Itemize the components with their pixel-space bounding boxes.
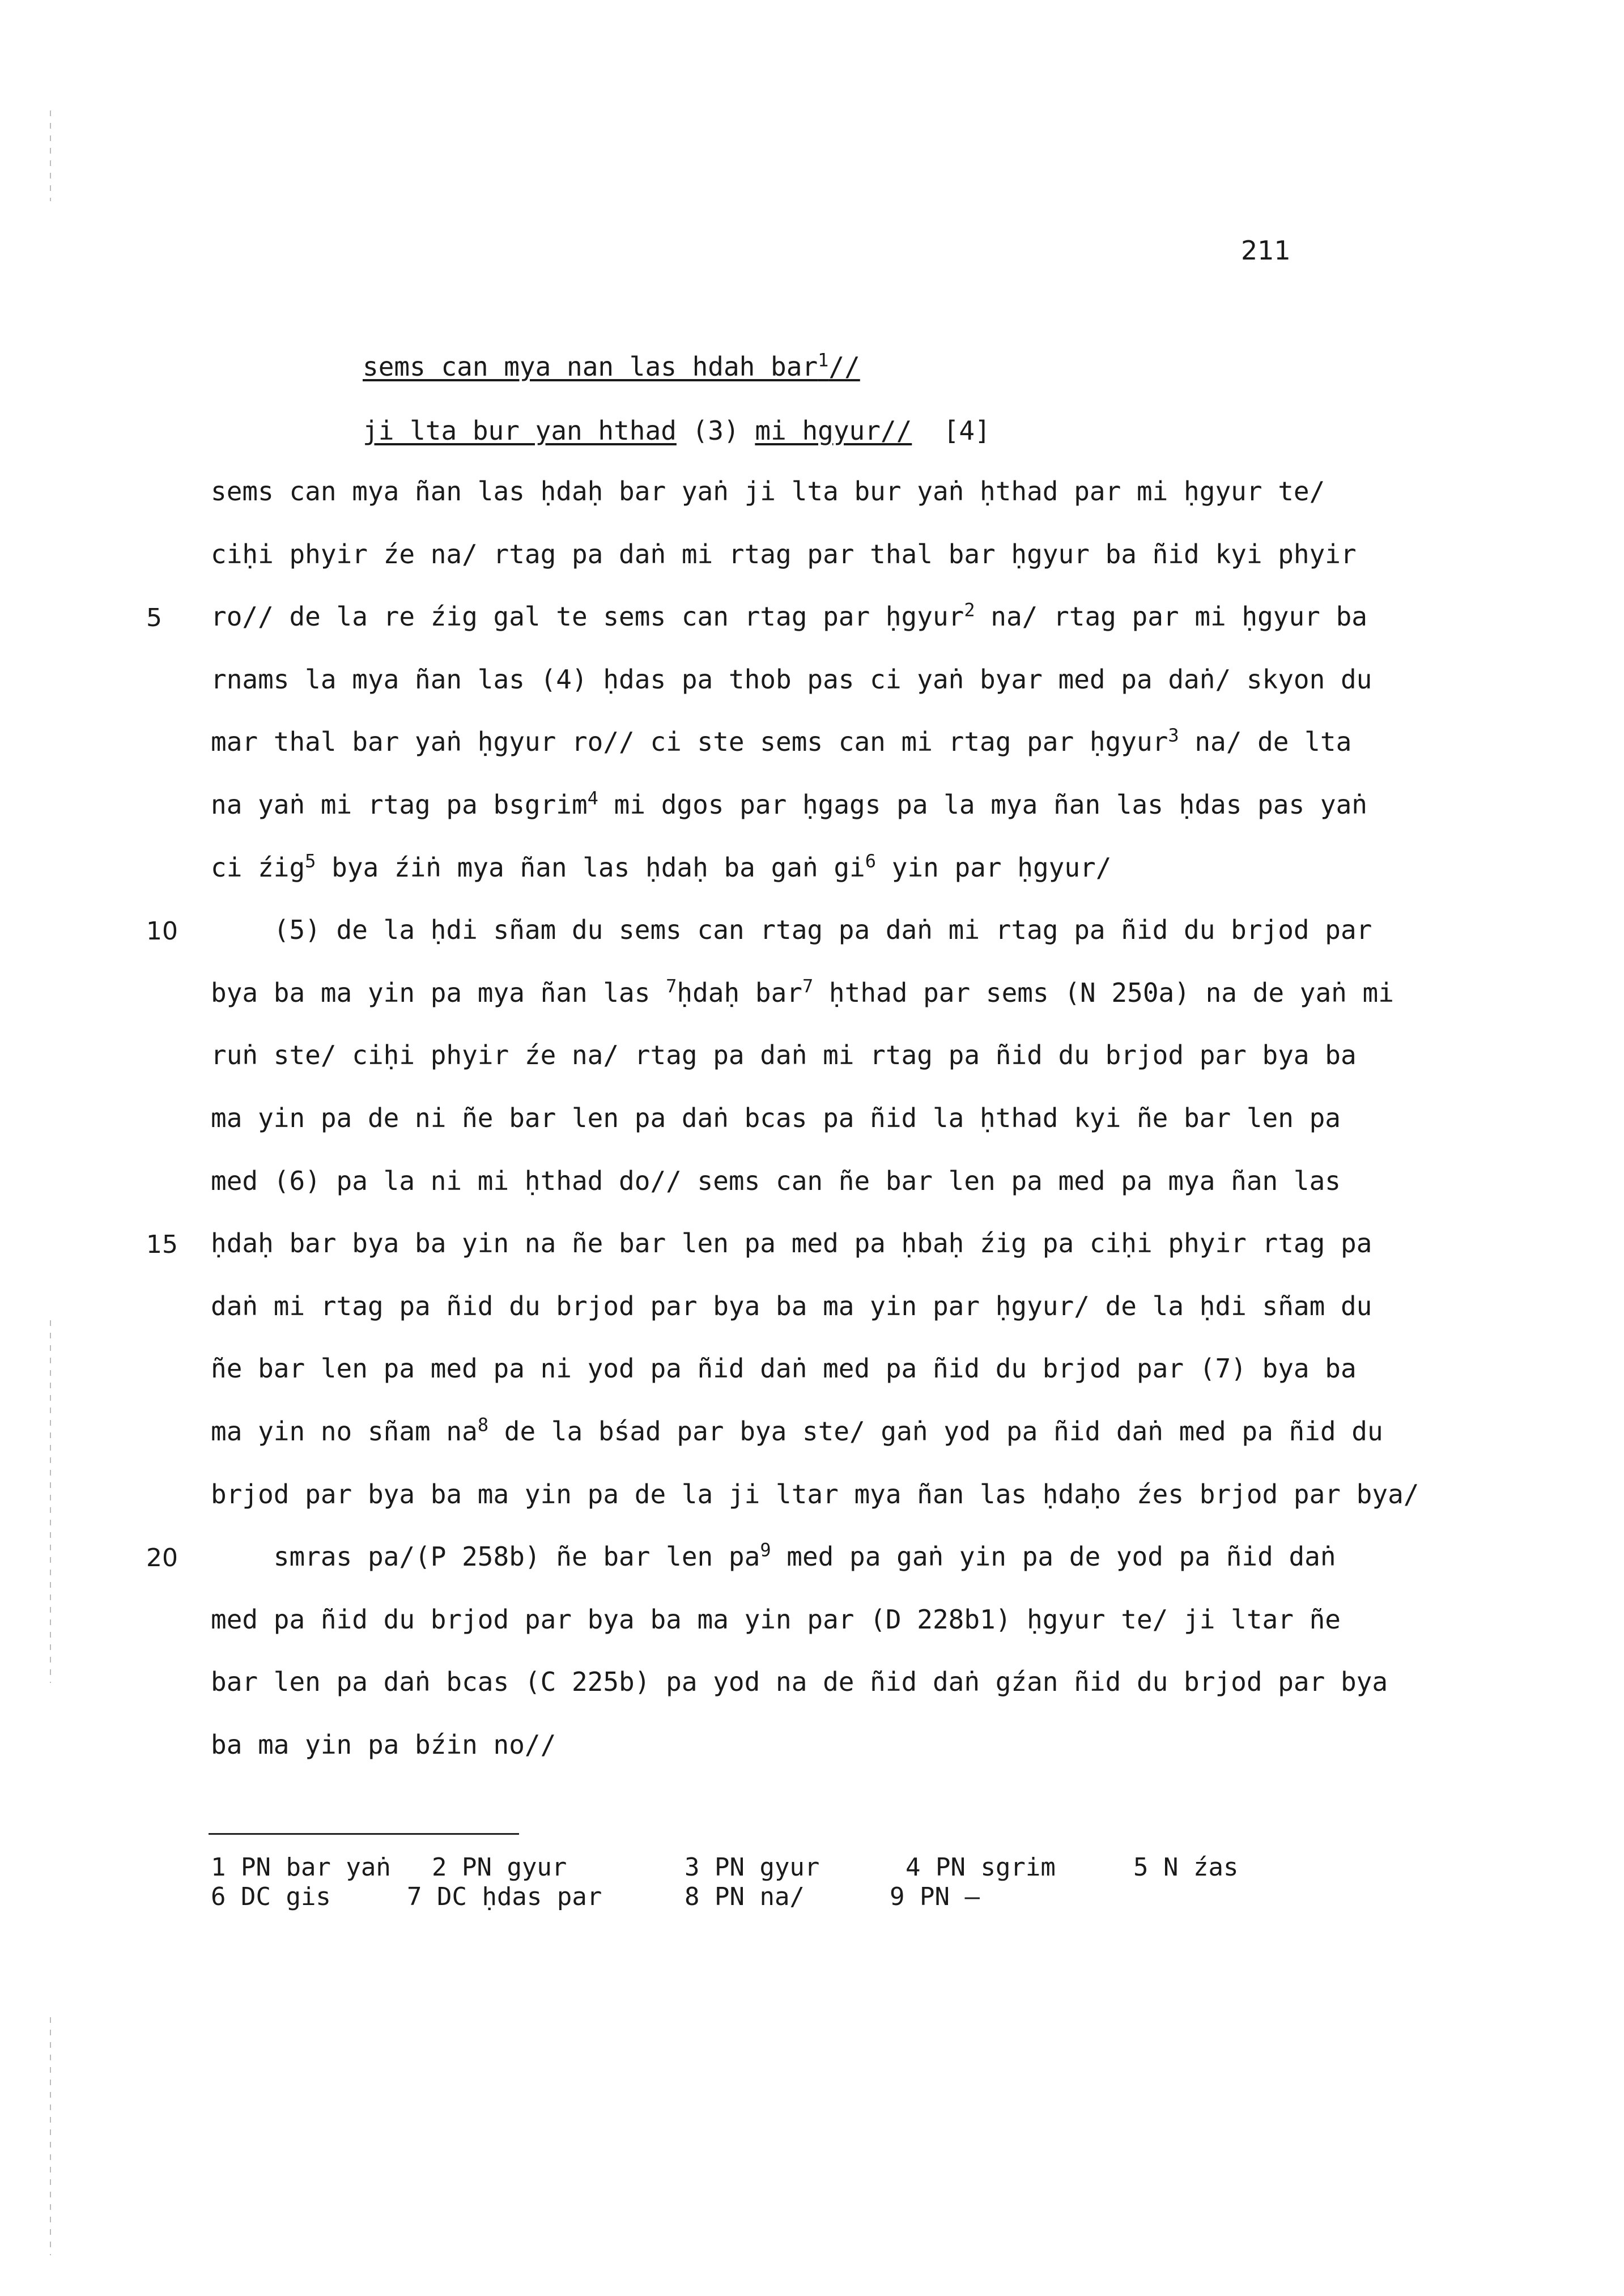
footnote-ref: 6 bbox=[865, 850, 877, 872]
text-segment: med pa gaṅ yin pa de yod pa ñid daṅ bbox=[771, 1541, 1336, 1572]
footnote-ref: 2 bbox=[964, 599, 975, 621]
text-line bbox=[211, 977, 1394, 1008]
text-segment: ḥdaḥ bar bbox=[677, 977, 802, 1008]
footnote-ref: 5 bbox=[305, 850, 316, 872]
footnote-ref: 1 bbox=[818, 349, 829, 371]
text-line bbox=[211, 1604, 1341, 1635]
text-line bbox=[211, 1479, 1419, 1510]
footnote: 1 PN bar yaṅ bbox=[211, 1853, 391, 1882]
verse-line-2: ji lta bur yan hthad (3) mi hgyur// [4] bbox=[363, 415, 990, 446]
margin-mark bbox=[50, 1320, 51, 1683]
line-number: 15 bbox=[146, 1230, 178, 1260]
footnote: 4 PN sgrim bbox=[905, 1853, 1056, 1882]
text-line bbox=[211, 601, 1367, 632]
line-number: 20 bbox=[146, 1544, 178, 1573]
text-segment: bya ba ma yin pa mya ñan las bbox=[211, 977, 666, 1008]
text-segment: ba ma yin pa bźin no// bbox=[211, 1729, 556, 1760]
line-number: 10 bbox=[146, 917, 178, 946]
text-segment: mi dgos par ḥgags pa la mya ñan las ḥdas pas yaṅ bbox=[598, 789, 1367, 820]
footnote-ref: 7 bbox=[666, 975, 677, 997]
text-segment: yin par ḥgyur/ bbox=[876, 852, 1112, 883]
text-segment: ma yin pa de ni ñe bar len pa daṅ bcas pa ñid la ḥthad kyi ñe bar len pa bbox=[211, 1103, 1341, 1133]
text-segment: na/ rtag par mi ḥgyur ba bbox=[975, 601, 1367, 632]
text-line bbox=[211, 1291, 1372, 1321]
text-line bbox=[211, 1103, 1341, 1133]
text-segment: rnams la mya ñan las (4) ḥdas pa thob pas ci yaṅ byar med pa daṅ/ skyon du bbox=[211, 664, 1372, 695]
footnote-ref: 3 bbox=[1168, 725, 1179, 747]
text-line bbox=[211, 1353, 1357, 1384]
verse-text: sems can mya nan las hdah bar bbox=[363, 351, 818, 382]
text-segment: ciḥi phyir źe na/ rtag pa daṅ mi rtag par thal bar ḥgyur ba ñid kyi phyir bbox=[211, 538, 1357, 569]
text-segment: (5) de la ḥdi sñam du sems can rtag pa daṅ mi rtag pa ñid du brjod par bbox=[211, 915, 1372, 946]
footnote: 8 PN na/ bbox=[685, 1882, 805, 1911]
text-segment: daṅ mi rtag pa ñid du brjod par bya ba ma yin par ḥgyur/ de la ḥdi sñam du bbox=[211, 1290, 1372, 1321]
text-segment: ḥdaḥ bar bya ba yin na ñe bar len pa med pa ḥbaḥ źig pa ciḥi phyir rtag pa bbox=[211, 1228, 1372, 1259]
footnote: 3 PN gyur bbox=[685, 1853, 820, 1882]
text-line bbox=[211, 1666, 1388, 1697]
text-line bbox=[211, 1040, 1357, 1070]
footnote-ref: 4 bbox=[587, 787, 598, 809]
text-line bbox=[211, 726, 1351, 757]
text-segment: med pa ñid du brjod par bya ba ma yin par (D 228b1) ḥgyur te/ ji ltar ñe bbox=[211, 1604, 1341, 1635]
footnote: 2 PN gyur bbox=[432, 1853, 567, 1882]
text-segment: ḥthad par sems (N 250a) na de yaṅ mi bbox=[813, 977, 1394, 1008]
text-segment: sems can mya ñan las ḥdaḥ bar yaṅ ji lta bur yaṅ ḥthad par mi ḥgyur te/ bbox=[211, 476, 1325, 507]
line-number: 5 bbox=[146, 603, 162, 633]
page-number: 211 bbox=[1241, 235, 1291, 266]
text-line bbox=[211, 1416, 1383, 1447]
text-line bbox=[211, 539, 1357, 569]
footnote-ref: 9 bbox=[760, 1539, 771, 1561]
text-segment: na/ de lta bbox=[1179, 726, 1352, 758]
footnote: 7 DC ḥdas par bbox=[407, 1882, 602, 1911]
margin-mark bbox=[50, 110, 51, 201]
text-segment: ñe bar len pa med pa ni yod pa ñid daṅ med pa ñid du brjod par (7) bya ba bbox=[211, 1353, 1357, 1384]
text-line bbox=[211, 664, 1372, 695]
footnote: 5 N źas bbox=[1133, 1853, 1239, 1882]
footnote: 9 PN — bbox=[890, 1882, 980, 1911]
text-segment: ma yin no sñam na bbox=[211, 1416, 478, 1447]
text-line bbox=[211, 1166, 1341, 1196]
text-segment: ruṅ ste/ ciḥi phyir źe na/ rtag pa daṅ mi rtag pa ñid du brjod par bya ba bbox=[211, 1040, 1357, 1071]
text-line bbox=[211, 915, 1372, 945]
text-line bbox=[211, 1541, 1336, 1572]
footnote: 6 DC gis bbox=[211, 1882, 331, 1911]
text-segment: ro// de la re źig gal te sems can rtag par ḥgyur bbox=[211, 601, 964, 632]
text-segment: bar len pa daṅ bcas (C 225b) pa yod na de ñid daṅ gźan ñid du brjod par bya bbox=[211, 1666, 1388, 1698]
text-segment: de la bśad par bya ste/ gaṅ yod pa ñid daṅ med pa ñid du bbox=[488, 1416, 1383, 1447]
text-segment: smras pa/(P 258b) ñe bar len pa bbox=[211, 1541, 760, 1572]
text-segment: brjod par bya ba ma yin pa de la ji ltar mya ñan las ḥdaḥo źes brjod par bya/ bbox=[211, 1478, 1419, 1510]
text-segment: bya źiṅ mya ñan las ḥdaḥ ba gaṅ gi bbox=[316, 852, 865, 883]
text-line bbox=[211, 852, 1111, 883]
footnote-ref: 7 bbox=[802, 975, 814, 997]
margin-mark bbox=[50, 2017, 51, 2255]
verse-line-1: sems can mya nan las hdah bar$^1$// bbox=[363, 349, 860, 382]
text-segment: mar thal bar yaṅ ḥgyur ro// ci ste sems can mi rtag par ḥgyur bbox=[211, 726, 1168, 758]
text-line bbox=[211, 1729, 556, 1760]
text-line bbox=[211, 476, 1325, 507]
text-line bbox=[211, 789, 1367, 820]
footnote-rule bbox=[209, 1833, 519, 1835]
text-segment: ci źig bbox=[211, 852, 305, 883]
text-line bbox=[211, 1228, 1372, 1258]
text-segment: na yaṅ mi rtag pa bsgrim bbox=[211, 789, 588, 820]
text-segment: med (6) pa la ni mi ḥthad do// sems can ñe bar len pa med pa mya ñan las bbox=[211, 1165, 1341, 1196]
footnote-ref: 8 bbox=[477, 1414, 489, 1436]
